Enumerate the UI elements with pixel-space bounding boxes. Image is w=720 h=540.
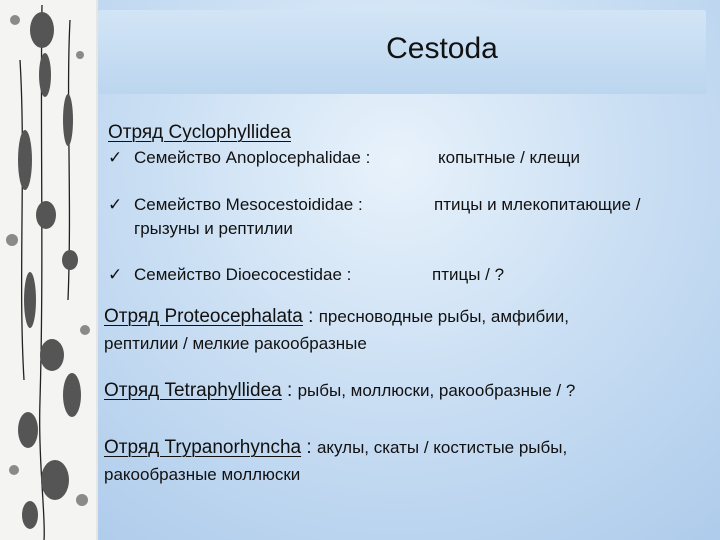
family-hosts: птицы и млекопитающие / <box>434 195 641 214</box>
order-tetraphyllidea: Отряд Tetraphyllidea <box>104 380 282 401</box>
order-trypanorhyncha: Отряд Trypanorhyncha <box>104 437 302 458</box>
family-anoplocephalidae <box>108 148 370 168</box>
order-proteocephalata-line <box>104 306 569 328</box>
checkmark-icon: ✓ <box>108 265 123 284</box>
order-separator: : <box>301 437 317 458</box>
order-hosts: акулы, скаты / костистые рыбы, <box>316 438 568 457</box>
title-banner <box>98 10 706 94</box>
family-name: Семейство Anoplocephalidae : <box>134 148 371 167</box>
checkmark-icon: ✓ <box>108 195 123 214</box>
order-trypanorhyncha-line <box>104 437 567 459</box>
family-name: Семейство Mesocestoididae : <box>134 195 363 214</box>
checkmark-icon: ✓ <box>108 148 123 167</box>
order-hosts-continued: рептилии / мелкие ракообразные <box>104 334 367 353</box>
order-cyclophyllidea: Отряд Cyclophyllidea <box>108 122 291 143</box>
family-mesocestoididae <box>108 195 363 215</box>
slide-title: Cestoda <box>386 32 498 65</box>
tapeworm-illustration <box>0 0 98 540</box>
order-separator: : <box>281 380 298 401</box>
order-separator: : <box>302 306 319 327</box>
order-tetraphyllidea-line <box>104 380 575 402</box>
family-hosts: птицы / ? <box>432 265 505 284</box>
family-dioecocestidae <box>108 265 351 285</box>
family-hosts-continued: грызуны и рептилии <box>134 219 293 238</box>
order-hosts-continued: ракообразные моллюски <box>104 465 301 484</box>
family-name: Семейство Dioecocestidae : <box>134 265 352 284</box>
order-proteocephalata: Отряд Proteocephalata <box>104 306 303 327</box>
order-hosts: пресноводные рыбы, амфибии, <box>318 307 569 326</box>
illustration-strip <box>0 0 98 540</box>
family-hosts: копытные / клещи <box>438 148 581 167</box>
order-hosts: рыбы, моллюски, ракообразные / ? <box>297 381 576 400</box>
